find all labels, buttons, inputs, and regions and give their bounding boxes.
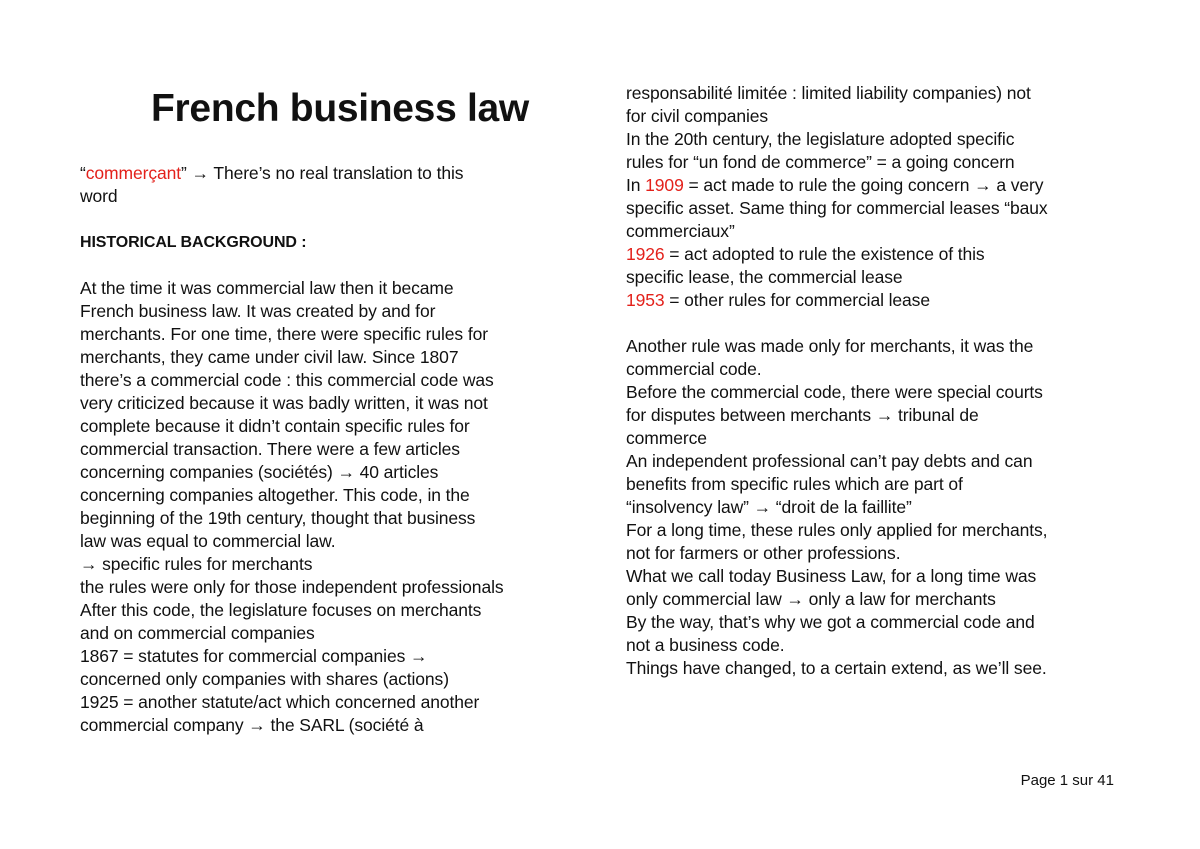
text-line: and on commercial companies [80,623,315,643]
year-1926-continuation: specific lease, the commercial lease [626,267,903,287]
left-column [80,162,600,737]
intro-line [80,162,600,185]
text-line: commercial code. [626,359,762,379]
text-line: very criticized because it was badly written, it was not [80,393,488,413]
year-1909-line [626,174,1136,197]
spacer [80,208,600,231]
text-line: French business law. It was created by and for [80,301,436,321]
year-1953-line [626,289,1136,312]
text-line: merchants, they came under civil law. Since 1807 [80,347,459,367]
page-number: Page 1 sur 41 [1020,772,1114,789]
text-line: For a long time, these rules only applied for merchants, [626,520,1048,540]
text-line: By the way, that’s why we got a commercial code and [626,612,1035,632]
page-title: French business law [151,87,529,130]
text-line: concerning companies altogether. This code, in the [80,485,470,505]
text-line: Things have changed, to a certain extend, as we’ll see. [626,658,1047,678]
spacer [80,254,600,277]
text-line: → specific rules for merchants [80,554,313,574]
right-body-text-c [626,335,1136,680]
text-line: law was equal to commercial law. [80,531,336,551]
right-column [626,82,1136,680]
text-line: commerciaux” [626,221,735,241]
text-line: An independent professional can’t pay debts and can [626,451,1033,471]
intro-line-2: word [80,186,118,206]
year-1909: 1909 [645,175,684,195]
spacer [626,312,1136,335]
text-line: rules for “un fond de commerce” = a going concern [626,152,1015,172]
text-line: merchants. For one time, there were specific rules for [80,324,488,344]
text-line: commercial company → the SARL (société à [80,715,424,735]
text-line: responsabilité limitée : limited liability companies) not [626,83,1031,103]
text-line: 1925 = another statute/act which concerned another [80,692,480,712]
right-body-text-b [626,197,1136,243]
text-line: not for farmers or other professions. [626,543,901,563]
line-rest: = act made to rule the going concern → a very [683,175,1044,195]
text-line: specific asset. Same thing for commercial leases “baux [626,198,1048,218]
text-line: for civil companies [626,106,769,126]
text-line: complete because it didn’t contain specific rules for [80,416,470,436]
line-prefix: In [626,175,646,195]
text-line: Another rule was made only for merchants, it was the [626,336,1034,356]
text-line: concerning companies (sociétés) → 40 articles [80,462,439,482]
text-line: What we call today Business Law, for a long time was [626,566,1037,586]
text-line: Before the commercial code, there were special courts [626,382,1043,402]
text-line: for disputes between merchants → tribunal de [626,405,979,425]
left-body-text [80,277,600,737]
quote-open: “ [80,163,86,183]
right-body-text-a [626,82,1136,174]
text-line: In the 20th century, the legislature adopted specific [626,129,1015,149]
text-line: benefits from specific rules which are part of [626,474,963,494]
intro-rest: ” → There’s no real translation to this [181,163,464,183]
text-line: “insolvency law” → “droit de la faillite” [626,497,912,517]
text-line: commerce [626,428,707,448]
text-line: After this code, the legislature focuses on merchants [80,600,482,620]
text-line: the rules were only for those independent professionals [80,577,504,597]
highlighted-term: commerçant [85,163,182,183]
text-line: there’s a commercial code : this commercial code was [80,370,494,390]
text-line: only commercial law → only a law for merchants [626,589,996,609]
year-1926-line [626,243,1136,266]
text-line: concerned only companies with shares (actions) [80,669,449,689]
year-1926: 1926 [626,244,665,264]
text-line: not a business code. [626,635,785,655]
line-rest: = act adopted to rule the existence of this [664,244,985,264]
line-rest: = other rules for commercial lease [664,290,930,310]
text-line: commercial transaction. There were a few articles [80,439,460,459]
text-line: beginning of the 19th century, thought that business [80,508,476,528]
text-line: 1867 = statutes for commercial companies → [80,646,428,666]
text-line: At the time it was commercial law then it became [80,278,454,298]
section-heading: HISTORICAL BACKGROUND : [80,234,307,251]
year-1953: 1953 [626,290,665,310]
